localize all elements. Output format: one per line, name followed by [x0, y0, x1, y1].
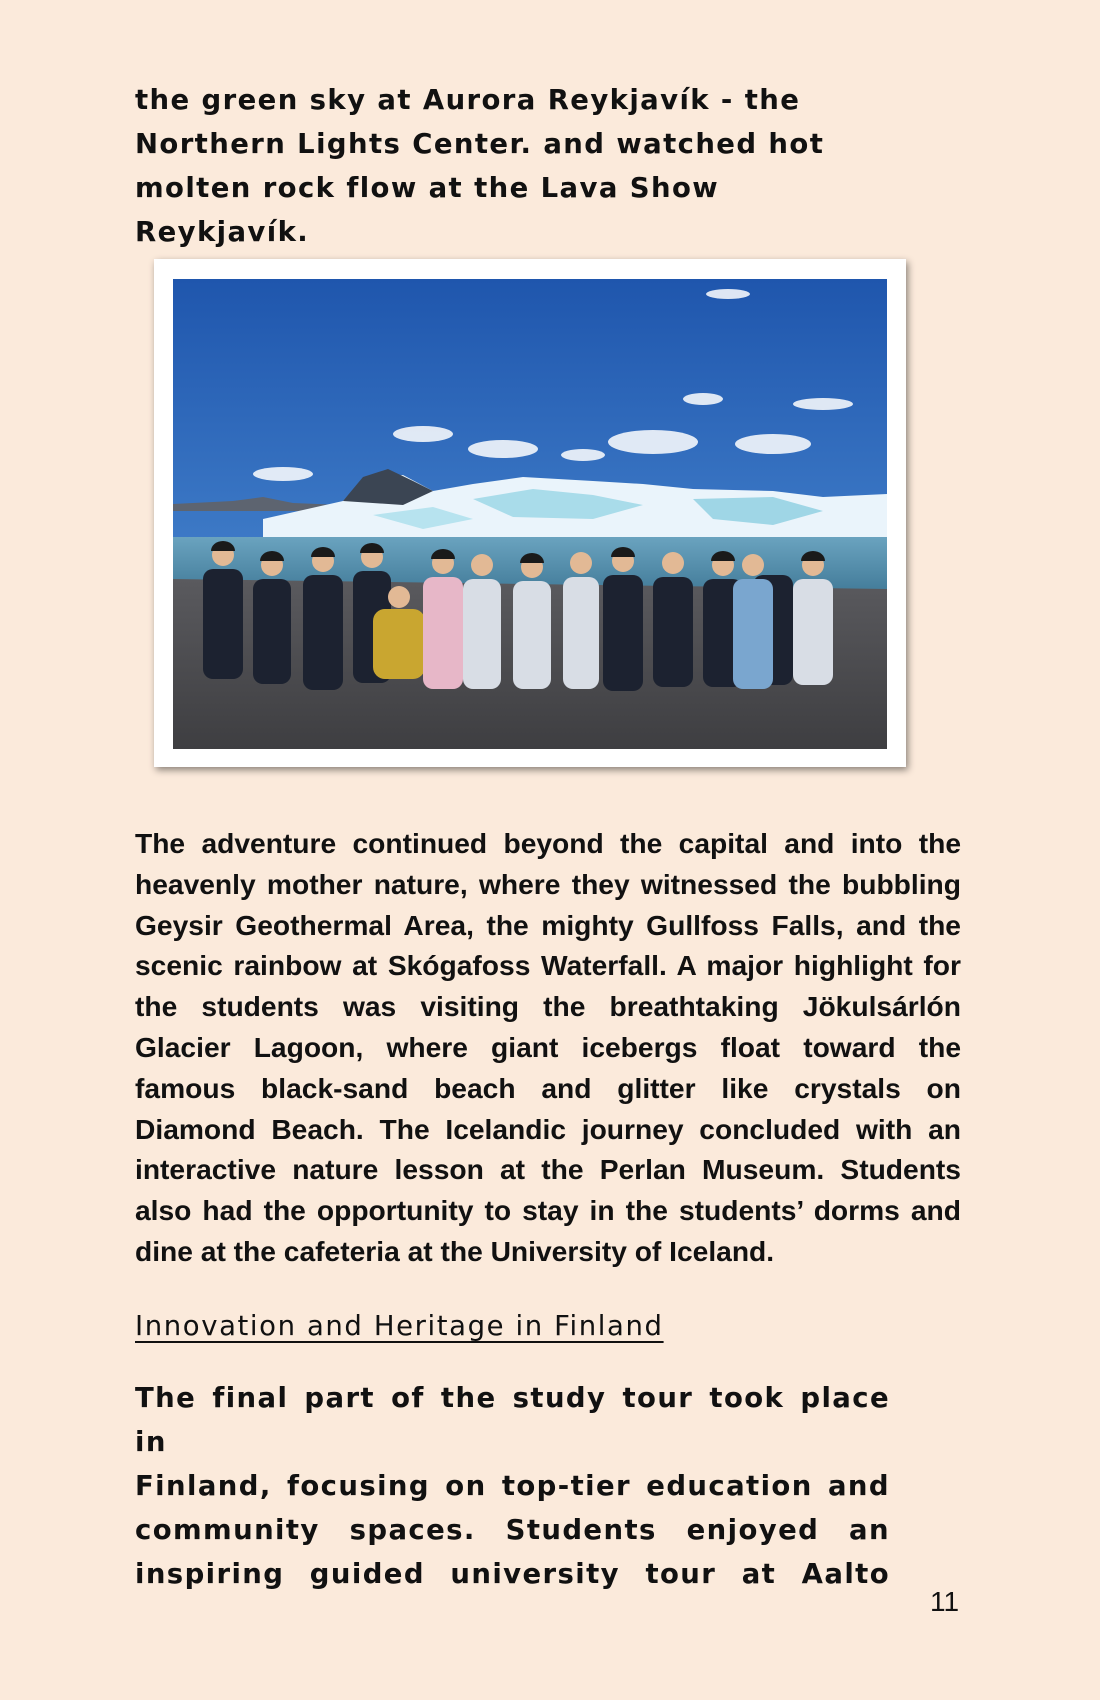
page-number: 11 [930, 1586, 960, 1617]
final-line: community spaces. Students enjoyed an [135, 1514, 890, 1546]
section-heading: Innovation and Heritage in Finland [135, 1310, 664, 1342]
group-photo [154, 259, 906, 767]
final-line: Finland, focusing on top-tier education and [135, 1470, 890, 1502]
main-paragraph: The adventure continued beyond the capital and into the heavenly mother nature, where they witnessed the bubbling Geysir Geothermal Area, the mighty Gullfoss Falls, and the scenic rainbow at Skógafoss Waterfall. A major highlight for the students was visiting the breathtaking Jökulsárlón Glacier Lagoon, where giant icebergs float toward the famous black-sand beach and glitter like crystals on Diamond Beach. The Icelandic journey concluded with an interactive nature lesson at the Perlan Museum. Students also had the opportunity to stay in the students’ dorms and dine at the cafeteria at the University of Iceland. [135, 827, 961, 1267]
glacier-lagoon-photo-icon [173, 279, 887, 749]
intro-paragraph: the green sky at Aurora Reykjavík - the Northern Lights Center. and watched hot molten rock flow at the Lava Show Reykjavík. [135, 84, 825, 248]
final-line: The final part of the study tour took place in [135, 1382, 890, 1458]
final-paragraph [135, 1376, 890, 1596]
final-line: inspiring guided university tour at Aalto [135, 1558, 890, 1590]
